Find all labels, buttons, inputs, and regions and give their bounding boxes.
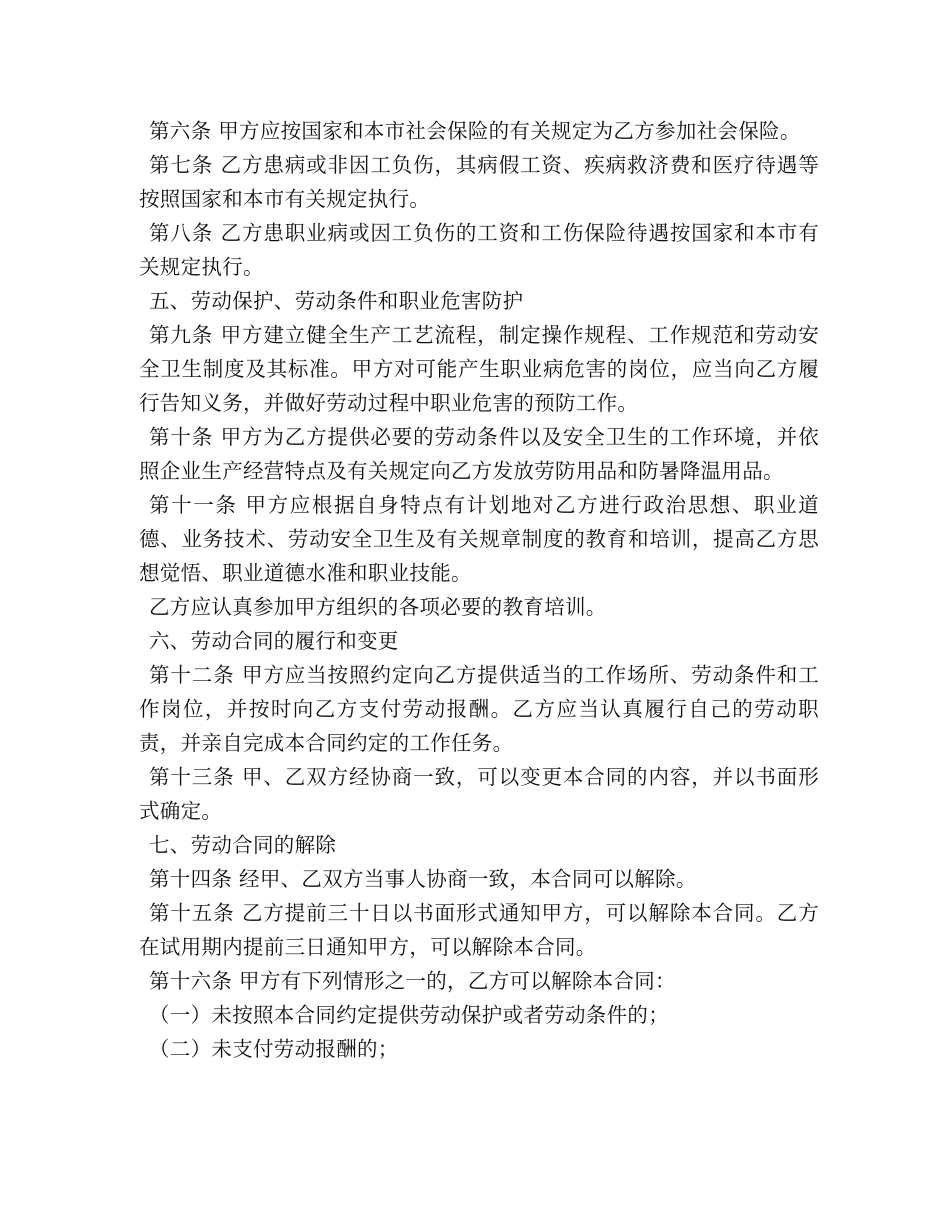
article-11: 第十一条 甲方应根据自身特点有计划地对乙方进行政治思想、职业道德、业务技术、劳动安全卫生及有关规章制度的教育和培训，提高乙方思想觉悟、职业道德水准和职业技能。 (139, 493, 819, 585)
article-14: 第十四条 经甲、乙双方当事人协商一致，本合同可以解除。 (149, 867, 697, 891)
section-heading-7: 七、劳动合同的解除 (149, 833, 337, 857)
article-13: 第十三条 甲、乙双方经协商一致，可以变更本合同的内容，并以书面形式确定。 (139, 765, 819, 823)
article-16: 第十六条 甲方有下列情形之一的，乙方可以解除本合同： (149, 969, 676, 993)
article-7: 第七条 乙方患病或非因工负伤，其病假工资、疾病救济费和医疗待遇等按照国家和本市有关规定执行。 (139, 153, 819, 211)
article-16-item-1: （一）未按照本合同约定提供劳动保护或者劳动条件的； (149, 1003, 669, 1027)
article-8: 第八条 乙方患职业病或因工负伤的工资和工伤保险待遇按国家和本市有关规定执行。 (139, 221, 819, 279)
article-15: 第十五条 乙方提前三十日以书面形式通知甲方，可以解除本合同。乙方在试用期内提前三日通知甲方，可以解除本合同。 (139, 901, 819, 959)
document-body (139, 114, 819, 1066)
article-9: 第九条 甲方建立健全生产工艺流程，制定操作规程、工作规范和劳动安全卫生制度及其标准。甲方对可能产生职业病危害的岗位，应当向乙方履行告知义务，并做好劳动过程中职业危害的预防工作。 (139, 323, 819, 415)
article-11-note: 乙方应认真参加甲方组织的各项必要的教育培训。 (149, 595, 607, 619)
article-12: 第十二条 甲方应当按照约定向乙方提供适当的工作场所、劳动条件和工作岗位，并按时向乙方支付劳动报酬。乙方应当认真履行自己的劳动职责，并亲自完成本合同约定的工作任务。 (139, 663, 819, 755)
article-16-item-2: （二）未支付劳动报酬的； (149, 1037, 399, 1061)
section-heading-6: 六、劳动合同的履行和变更 (149, 629, 399, 653)
article-6: 第六条 甲方应按国家和本市社会保险的有关规定为乙方参加社会保险。 (149, 119, 801, 143)
section-heading-5: 五、劳动保护、劳动条件和职业危害防护 (149, 289, 524, 313)
article-10: 第十条 甲方为乙方提供必要的劳动条件以及安全卫生的工作环境，并依照企业生产经营特点及有关规定向乙方发放劳防用品和防暑降温用品。 (139, 425, 819, 483)
